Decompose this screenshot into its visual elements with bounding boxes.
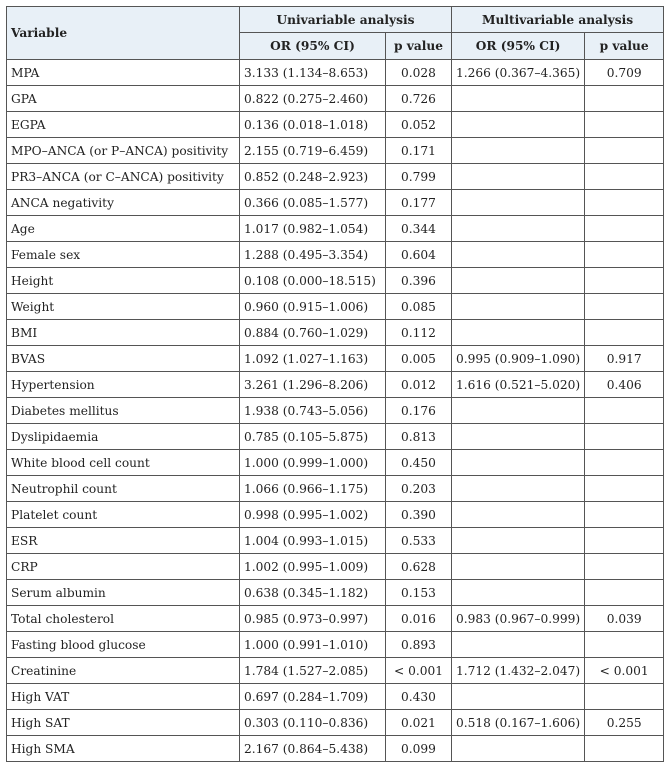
table-row	[7, 424, 664, 450]
variable-cell: ESR	[7, 528, 240, 554]
multivariable-or-cell	[452, 580, 585, 606]
variable-cell: Hypertension	[7, 372, 240, 398]
table-row	[7, 710, 664, 736]
variable-cell: Neutrophil count	[7, 476, 240, 502]
variable-cell: BMI	[7, 320, 240, 346]
multivariable-p-cell: 0.917	[585, 346, 664, 372]
table-row	[7, 164, 664, 190]
univariable-p-cell: 0.012	[386, 372, 452, 398]
univariable-or-cell: 0.822 (0.275–2.460)	[240, 86, 386, 112]
multivariable-or-cell	[452, 164, 585, 190]
table-row	[7, 86, 664, 112]
variable-cell: Platelet count	[7, 502, 240, 528]
univariable-or-cell: 0.998 (0.995–1.002)	[240, 502, 386, 528]
multivariable-or-cell	[452, 138, 585, 164]
multivariable-or-cell: 0.518 (0.167–1.606)	[452, 710, 585, 736]
multivariable-p-cell: < 0.001	[585, 658, 664, 684]
variable-cell: Female sex	[7, 242, 240, 268]
univariable-or-cell: 0.960 (0.915–1.006)	[240, 294, 386, 320]
multivariable-or-cell	[452, 320, 585, 346]
univariable-or-cell: 0.366 (0.085–1.577)	[240, 190, 386, 216]
univariable-or-cell: 1.288 (0.495–3.354)	[240, 242, 386, 268]
multivariable-or-cell	[452, 684, 585, 710]
table-row	[7, 138, 664, 164]
univariable-p-cell: 0.052	[386, 112, 452, 138]
multivariable-or-cell	[452, 216, 585, 242]
variable-cell: PR3–ANCA (or C–ANCA) positivity	[7, 164, 240, 190]
variable-cell: CRP	[7, 554, 240, 580]
multivariable-group-header: Multivariable analysis	[452, 7, 664, 33]
univariable-p-cell: 0.726	[386, 86, 452, 112]
table-row	[7, 476, 664, 502]
univariable-or-cell: 2.155 (0.719–6.459)	[240, 138, 386, 164]
table-row	[7, 60, 664, 86]
table-row	[7, 398, 664, 424]
multivariable-p-cell	[585, 268, 664, 294]
univariable-p-cell: 0.390	[386, 502, 452, 528]
multivariable-or-cell	[452, 632, 585, 658]
univariable-or-cell: 0.108 (0.000–18.515)	[240, 268, 386, 294]
table-row	[7, 554, 664, 580]
multivariable-or-cell	[452, 86, 585, 112]
table-row	[7, 580, 664, 606]
multivariable-p-cell	[585, 294, 664, 320]
multivariable-or-cell	[452, 242, 585, 268]
univariable-p-cell: 0.099	[386, 736, 452, 762]
variable-cell: GPA	[7, 86, 240, 112]
univariable-or-cell: 1.066 (0.966–1.175)	[240, 476, 386, 502]
variable-cell: ANCA negativity	[7, 190, 240, 216]
table-header	[7, 7, 664, 60]
variable-cell: High SMA	[7, 736, 240, 762]
variable-cell: BVAS	[7, 346, 240, 372]
results-table-container	[6, 6, 664, 762]
multivariable-p-cell	[585, 242, 664, 268]
univariable-p-cell: 0.028	[386, 60, 452, 86]
univariable-p-cell: 0.085	[386, 294, 452, 320]
table-row	[7, 112, 664, 138]
univariable-p-cell: 0.893	[386, 632, 452, 658]
univariable-p-cell: 0.628	[386, 554, 452, 580]
table-row	[7, 502, 664, 528]
table-row	[7, 190, 664, 216]
multivariable-or-cell	[452, 112, 585, 138]
univariable-or-cell: 1.938 (0.743–5.056)	[240, 398, 386, 424]
multivariable-p-cell	[585, 320, 664, 346]
multivariable-p-cell	[585, 580, 664, 606]
variable-cell: Age	[7, 216, 240, 242]
multivariable-or-cell	[452, 424, 585, 450]
univariable-or-cell: 3.261 (1.296–8.206)	[240, 372, 386, 398]
univariable-or-cell: 1.002 (0.995–1.009)	[240, 554, 386, 580]
table-row	[7, 684, 664, 710]
variable-cell: High VAT	[7, 684, 240, 710]
regression-results-table	[6, 6, 664, 762]
variable-cell: MPO–ANCA (or P–ANCA) positivity	[7, 138, 240, 164]
univariable-or-cell: 1.000 (0.991–1.010)	[240, 632, 386, 658]
univariable-or-cell: 2.167 (0.864–5.438)	[240, 736, 386, 762]
univariable-p-cell: 0.153	[386, 580, 452, 606]
multivariable-or-cell: 1.712 (1.432–2.047)	[452, 658, 585, 684]
univariable-or-cell: 0.697 (0.284–1.709)	[240, 684, 386, 710]
table-row	[7, 216, 664, 242]
univariable-p-cell: 0.177	[386, 190, 452, 216]
table-row	[7, 528, 664, 554]
univariable-or-cell: 0.785 (0.105–5.875)	[240, 424, 386, 450]
table-row	[7, 294, 664, 320]
multivariable-p-cell	[585, 164, 664, 190]
multivariable-p-header: p value	[585, 33, 664, 60]
univariable-p-cell: 0.176	[386, 398, 452, 424]
multivariable-p-cell	[585, 112, 664, 138]
table-body	[7, 60, 664, 762]
univariable-p-cell: 0.799	[386, 164, 452, 190]
multivariable-or-header: OR (95% CI)	[452, 33, 585, 60]
variable-cell: Fasting blood glucose	[7, 632, 240, 658]
univariable-or-cell: 0.852 (0.248–2.923)	[240, 164, 386, 190]
univariable-p-cell: 0.396	[386, 268, 452, 294]
table-row	[7, 242, 664, 268]
univariable-p-cell: 0.021	[386, 710, 452, 736]
variable-cell: Creatinine	[7, 658, 240, 684]
univariable-p-cell: 0.171	[386, 138, 452, 164]
multivariable-or-cell	[452, 476, 585, 502]
multivariable-p-cell	[585, 554, 664, 580]
multivariable-p-cell	[585, 216, 664, 242]
multivariable-p-cell: 0.039	[585, 606, 664, 632]
univariable-or-cell: 0.303 (0.110–0.836)	[240, 710, 386, 736]
table-row	[7, 658, 664, 684]
multivariable-or-cell	[452, 190, 585, 216]
variable-cell: Weight	[7, 294, 240, 320]
variable-cell: EGPA	[7, 112, 240, 138]
multivariable-or-cell	[452, 450, 585, 476]
multivariable-or-cell: 0.995 (0.909–1.090)	[452, 346, 585, 372]
univariable-or-cell: 1.092 (1.027–1.163)	[240, 346, 386, 372]
univariable-p-header: p value	[386, 33, 452, 60]
univariable-or-cell: 0.638 (0.345–1.182)	[240, 580, 386, 606]
multivariable-or-cell	[452, 736, 585, 762]
multivariable-or-cell	[452, 294, 585, 320]
univariable-or-cell: 0.136 (0.018–1.018)	[240, 112, 386, 138]
univariable-p-cell: 0.203	[386, 476, 452, 502]
univariable-or-cell: 1.004 (0.993–1.015)	[240, 528, 386, 554]
variable-cell: MPA	[7, 60, 240, 86]
multivariable-p-cell	[585, 190, 664, 216]
table-row	[7, 606, 664, 632]
univariable-p-cell: 0.112	[386, 320, 452, 346]
variable-column-header: Variable	[7, 7, 240, 60]
variable-cell: Total cholesterol	[7, 606, 240, 632]
variable-cell: Height	[7, 268, 240, 294]
univariable-p-cell: 0.450	[386, 450, 452, 476]
table-row	[7, 268, 664, 294]
multivariable-or-cell	[452, 398, 585, 424]
multivariable-or-cell	[452, 502, 585, 528]
multivariable-or-cell: 1.616 (0.521–5.020)	[452, 372, 585, 398]
multivariable-p-cell	[585, 450, 664, 476]
univariable-or-header: OR (95% CI)	[240, 33, 386, 60]
multivariable-p-cell	[585, 138, 664, 164]
multivariable-or-cell	[452, 268, 585, 294]
univariable-or-cell: 3.133 (1.134–8.653)	[240, 60, 386, 86]
univariable-p-cell: 0.005	[386, 346, 452, 372]
multivariable-p-cell	[585, 736, 664, 762]
univariable-or-cell: 0.985 (0.973–0.997)	[240, 606, 386, 632]
table-row	[7, 450, 664, 476]
variable-cell: Serum albumin	[7, 580, 240, 606]
multivariable-or-cell	[452, 528, 585, 554]
multivariable-p-cell	[585, 424, 664, 450]
variable-cell: White blood cell count	[7, 450, 240, 476]
multivariable-or-cell	[452, 554, 585, 580]
multivariable-or-cell: 0.983 (0.967–0.999)	[452, 606, 585, 632]
univariable-p-cell: < 0.001	[386, 658, 452, 684]
table-row	[7, 320, 664, 346]
table-row	[7, 632, 664, 658]
multivariable-p-cell	[585, 632, 664, 658]
multivariable-p-cell	[585, 502, 664, 528]
multivariable-p-cell	[585, 684, 664, 710]
variable-cell: Dyslipidaemia	[7, 424, 240, 450]
multivariable-p-cell: 0.406	[585, 372, 664, 398]
univariable-or-cell: 1.784 (1.527–2.085)	[240, 658, 386, 684]
header-row-groups	[7, 7, 664, 33]
univariable-p-cell: 0.344	[386, 216, 452, 242]
univariable-p-cell: 0.813	[386, 424, 452, 450]
univariable-group-header: Univariable analysis	[240, 7, 452, 33]
univariable-p-cell: 0.016	[386, 606, 452, 632]
table-row	[7, 346, 664, 372]
variable-cell: High SAT	[7, 710, 240, 736]
multivariable-p-cell: 0.709	[585, 60, 664, 86]
multivariable-p-cell	[585, 86, 664, 112]
univariable-p-cell: 0.533	[386, 528, 452, 554]
variable-cell: Diabetes mellitus	[7, 398, 240, 424]
table-row	[7, 736, 664, 762]
multivariable-p-cell	[585, 528, 664, 554]
univariable-or-cell: 0.884 (0.760–1.029)	[240, 320, 386, 346]
multivariable-or-cell: 1.266 (0.367–4.365)	[452, 60, 585, 86]
multivariable-p-cell: 0.255	[585, 710, 664, 736]
univariable-p-cell: 0.604	[386, 242, 452, 268]
multivariable-p-cell	[585, 398, 664, 424]
univariable-or-cell: 1.000 (0.999–1.000)	[240, 450, 386, 476]
univariable-or-cell: 1.017 (0.982–1.054)	[240, 216, 386, 242]
univariable-p-cell: 0.430	[386, 684, 452, 710]
multivariable-p-cell	[585, 476, 664, 502]
table-row	[7, 372, 664, 398]
